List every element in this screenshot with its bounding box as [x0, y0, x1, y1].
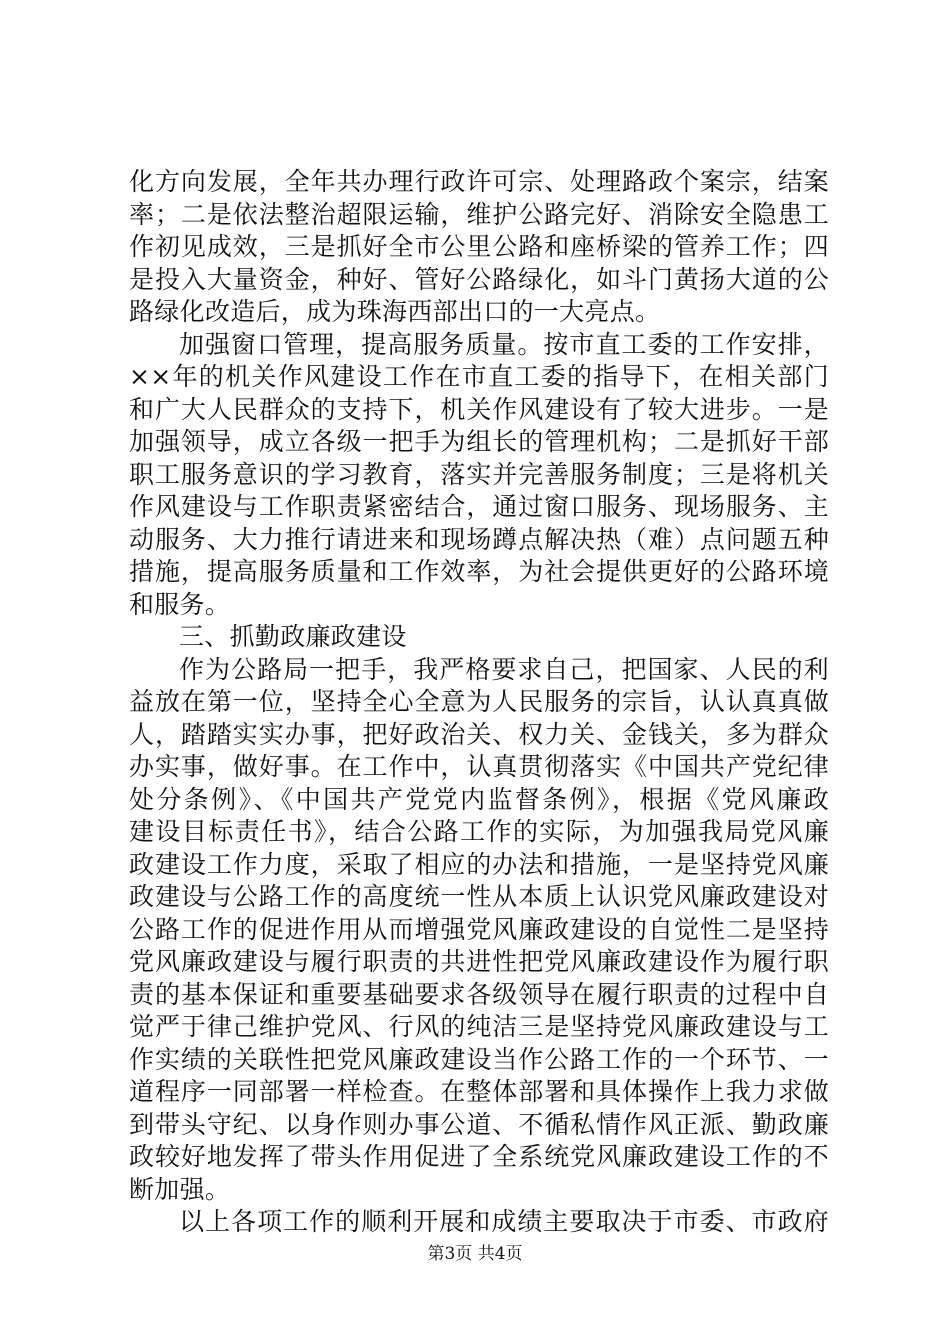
text-line: 三、抓勤政廉政建设	[179, 622, 407, 651]
text-line: 作实绩的关联性把党风廉政建设当作公路工作的一个环节、一	[129, 1044, 829, 1074]
text-line: ××年的机关作风建设工作在市直工委的指导下，在相关部门	[129, 362, 829, 391]
text-line: 处分条例》、《中国共产党党内监督条例》，根据《党风廉政	[129, 784, 829, 814]
page-footer: 第3页 共4页	[427, 1244, 523, 1264]
text-line: 办实事，做好事。在工作中，认真贯彻落实《中国共产党纪律	[129, 752, 829, 781]
text-line: 公路工作的促进作用从而增强党风廉政建设的自觉性二是坚持	[129, 914, 829, 944]
text-line: 人，踏踏实实办事，把好政治关、权力关、金钱关，多为群众	[129, 719, 829, 749]
text-line: 是投入大量资金，种好、管好公路绿化，如斗门黄扬大道的公	[129, 264, 829, 294]
text-line: 作为公路局一把手，我严格要求自己，把国家、人民的利	[179, 654, 829, 684]
text-line: 断加强。	[129, 1174, 231, 1204]
text-line: 加强窗口管理，提高服务质量。按市直工委的工作安排，	[179, 329, 829, 359]
text-line: 作风建设与工作职责紧密结合，通过窗口服务、现场服务、主	[129, 492, 829, 521]
text-line: 政较好地发挥了带头作用促进了全系统党风廉政建设工作的不	[129, 1142, 829, 1171]
text-line: 以上各项工作的顺利开展和成绩主要取决于市委、市政府	[179, 1207, 829, 1236]
text-line: 到带头守纪、以身作则办事公道、不循私情作风正派、勤政廉	[129, 1109, 829, 1139]
text-line: 政建设工作力度，采取了相应的办法和措施，一是坚持党风廉	[129, 849, 829, 879]
text-line: 和服务。	[129, 589, 231, 619]
text-line: 职工服务意识的学习教育，落实并完善服务制度；三是将机关	[129, 459, 829, 489]
text-line: 党风廉政建设与履行职责的共进性把党风廉政建设作为履行职	[129, 947, 829, 976]
text-line: 动服务、大力推行请进来和现场蹲点解决热（难）点问题五种	[129, 524, 829, 554]
text-line: 和广大人民群众的支持下，机关作风建设有了较大进步。一是	[129, 394, 829, 424]
text-line: 措施，提高服务质量和工作效率，为社会提供更好的公路环境	[129, 557, 829, 586]
text-line: 责的基本保证和重要基础要求各级领导在履行职责的过程中自	[129, 979, 829, 1009]
text-line: 政建设与公路工作的高度统一性从本质上认识党风廉政建设对	[129, 882, 829, 911]
text-line: 率；二是依法整治超限运输，维护公路完好、消除安全隐患工	[129, 199, 829, 229]
text-line: 觉严于律己维护党风、行风的纯洁三是坚持党风廉政建设与工	[129, 1012, 829, 1041]
text-line: 路绿化改造后，成为珠海西部出口的一大亮点。	[129, 297, 661, 326]
text-line: 建设目标责任书》，结合公路工作的实际，为加强我局党风廉	[129, 817, 829, 846]
text-line: 益放在第一位，坚持全心全意为人民服务的宗旨，认认真真做	[129, 687, 829, 716]
document-body	[129, 166, 829, 1239]
text-line: 作初见成效，三是抓好全市公里公路和座桥梁的管养工作；四	[129, 232, 829, 261]
text-line: 道程序一同部署一样检查。在整体部署和具体操作上我力求做	[129, 1077, 829, 1106]
text-line: 化方向发展，全年共办理行政许可宗、处理路政个案宗，结案	[129, 167, 829, 196]
text-line: 加强领导，成立各级一把手为组长的管理机构；二是抓好干部	[129, 427, 829, 456]
